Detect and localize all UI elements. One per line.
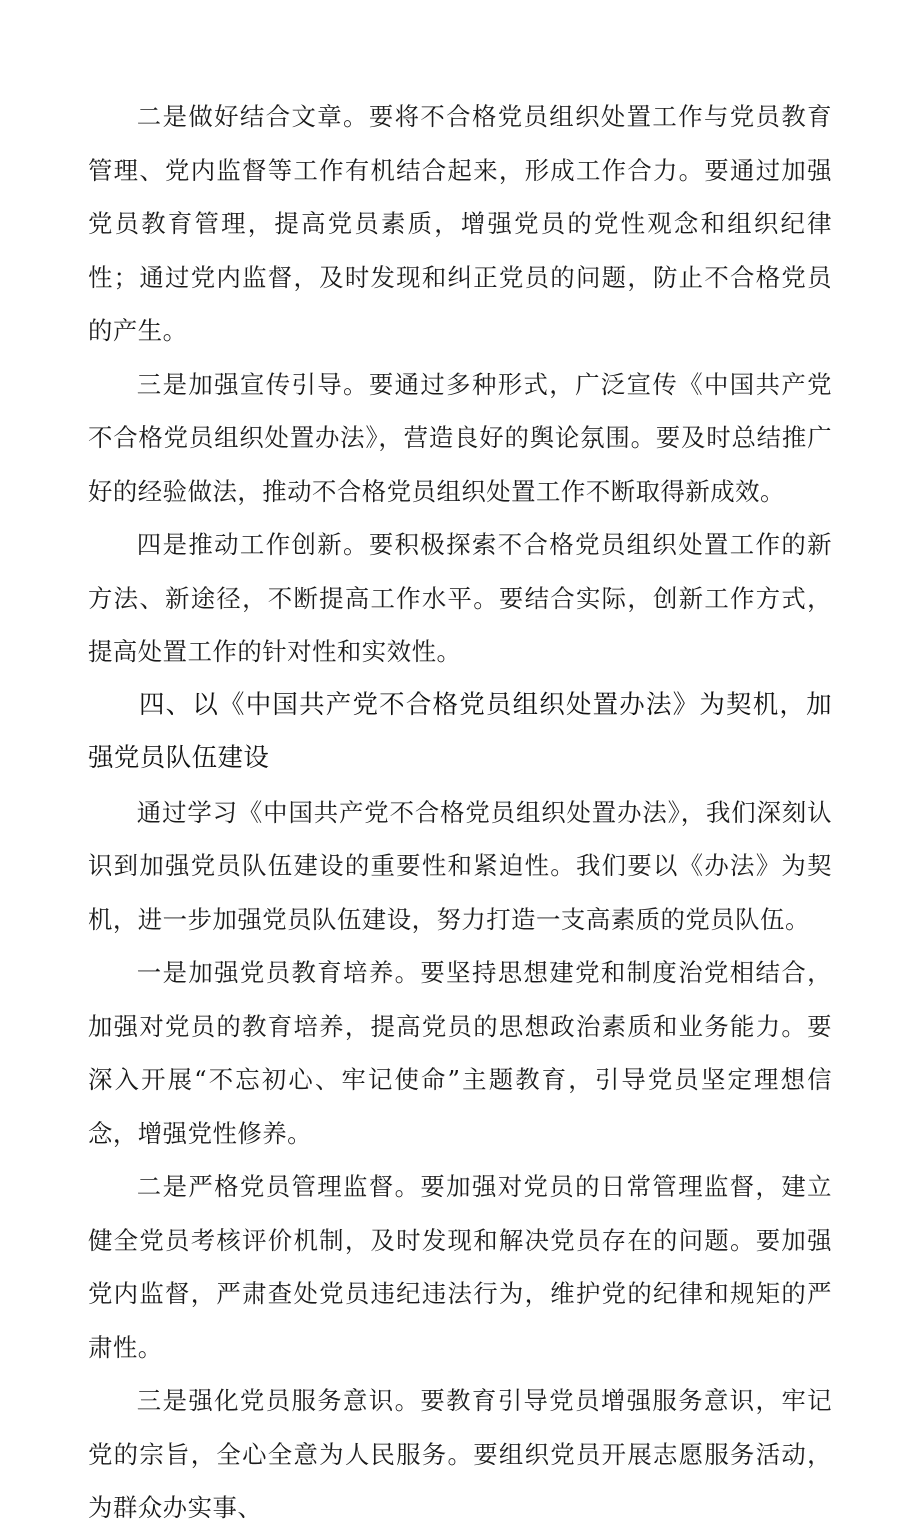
section-intro-paragraph: 通过学习《中国共产党不合格党员组织处置办法》，我们深刻认识到加强党员队伍建设的重要性和紧迫性。我们要以《办法》为契机，进一步加强党员队伍建设，努力打造一支高素质的党员队伍。 [88, 797, 832, 934]
paragraph-item-two-integration: 二是做好结合文章。要将不合格党员组织处置工作与党员教育管理、党内监督等工作有机结合起来，形成工作合力。要通过加强党员教育管理，提高党员素质，增强党员的党性观念和组织纪律性；通过党内监督，及时发现和纠正党员的问题，防止不合格党员的产生。 [88, 102, 832, 345]
paragraph-item-four-innovation: 四是推动工作创新。要积极探索不合格党员组织处置工作的新方法、新途径，不断提高工作水平。要结合实际，创新工作方式，提高处置工作的针对性和实效性。 [88, 530, 832, 666]
paragraph-item-two-supervision: 二是严格党员管理监督。要加强对党员的日常管理监督，建立健全党员考核评价机制，及时发现和解决党员存在的问题。要加强党内监督，严肃查处党员违纪违法行为，维护党的纪律和规矩的严肃性。 [88, 1172, 832, 1362]
section-heading: 四、以《中国共产党不合格党员组织处置办法》为契机，加强党员队伍建设 [88, 689, 832, 773]
paragraph-item-one-education: 一是加强党员教育培养。要坚持思想建党和制度治党相结合，加强对党员的教育培养，提高党员的思想政治素质和业务能力。要深入开展“不忘初心、牢记使命”主题教育，引导党员坚定理想信念，增强党性修养。 [88, 958, 832, 1148]
paragraph-item-three-publicity: 三是加强宣传引导。要通过多种形式，广泛宣传《中国共产党不合格党员组织处置办法》，营造良好的舆论氛围。要及时总结推广好的经验做法，推动不合格党员组织处置工作不断取得新成效。 [88, 369, 832, 506]
paragraph-item-three-service: 三是强化党员服务意识。要教育引导党员增强服务意识，牢记党的宗旨，全心全意为人民服务。要组织党员开展志愿服务活动，为群众办实事、 [88, 1386, 832, 1522]
document-body [88, 90, 832, 1535]
